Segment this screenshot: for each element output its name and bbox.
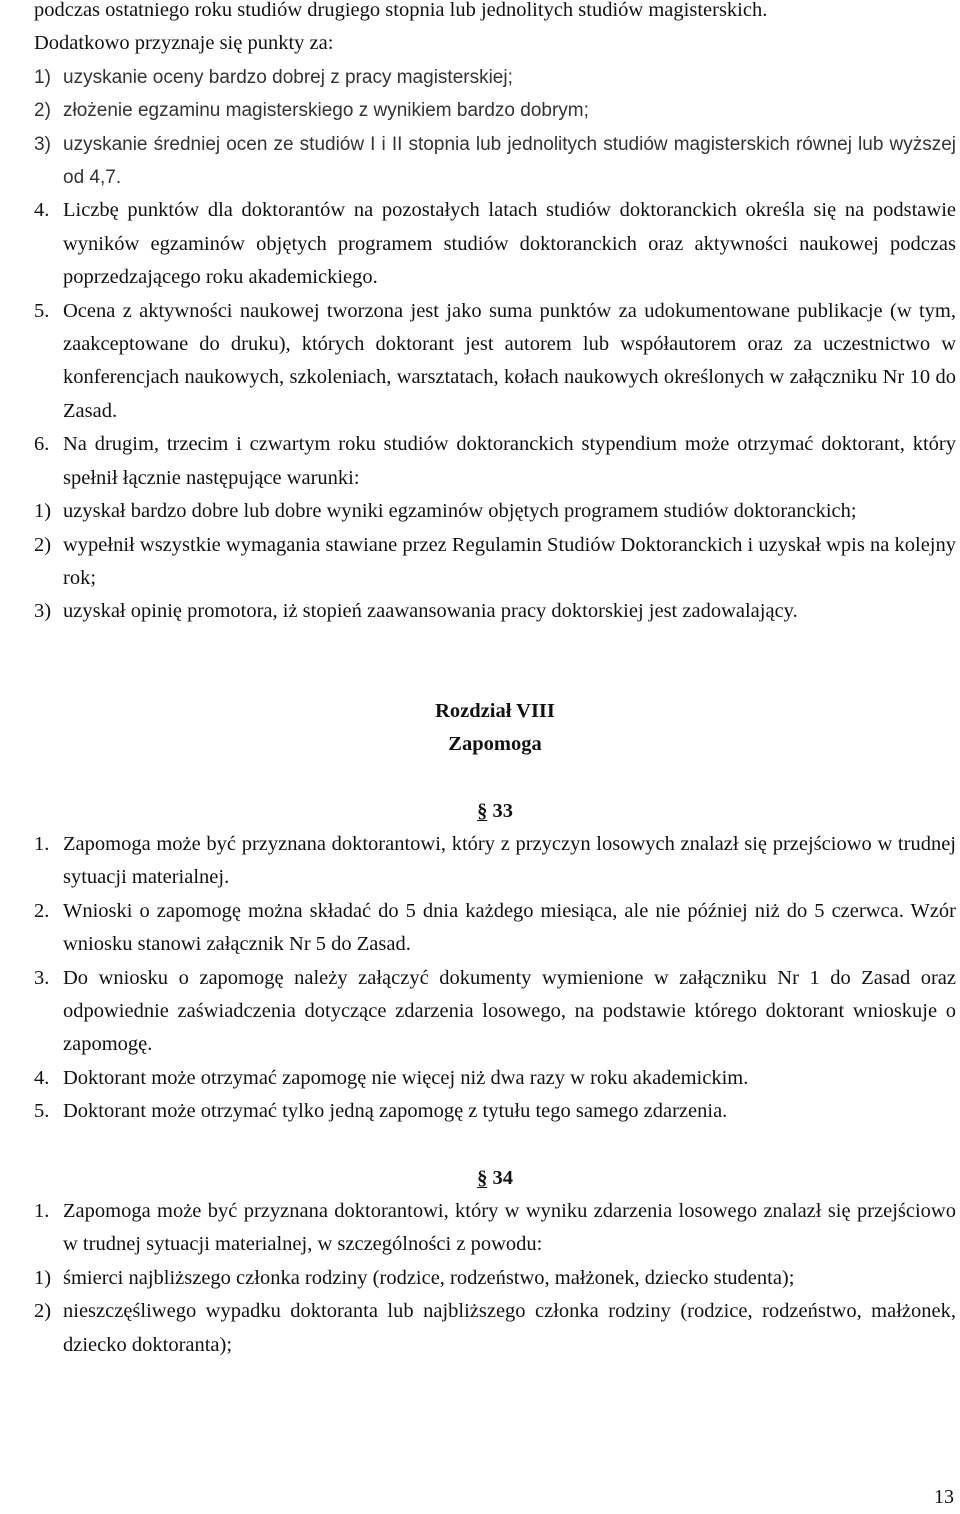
- list-text: nieszczęśliwego wypadku doktoranta lub najbliższego członka rodziny (rodzice, rodzeństwo, małżonek, dziecko doktoranta);: [63, 1300, 956, 1356]
- list-text: uzyskanie oceny bardzo dobrej z pracy magisterskiej;: [63, 66, 513, 88]
- list-item: [34, 94, 956, 127]
- section-heading-33: [34, 795, 956, 828]
- numbered-paragraph: [34, 828, 956, 895]
- list-text: uzyskał opinię promotora, iż stopień zaawansowania pracy doktorskiej jest zadowalający.: [63, 600, 798, 623]
- paragraph-text: Na drugim, trzecim i czwartym roku studiów doktoranckich stypendium może otrzymać doktorant, który spełnił łącznie następujące warunki:: [63, 433, 956, 489]
- chapter-subtitle: Zapomoga: [448, 733, 542, 756]
- list-text: złożenie egzaminu magisterskiego z wynikiem bardzo dobrym;: [63, 100, 589, 122]
- list-text: śmierci najbliższego członka rodziny (rodzice, rodzeństwo, małżonek, dziecko studenta);: [63, 1266, 795, 1289]
- list-item: [34, 495, 956, 528]
- list-text: wypełnił wszystkie wymagania stawiane przez Regulamin Studiów Doktoranckich i uzyskał wpis na kolejny rok;: [63, 533, 956, 589]
- list-text: uzyskał bardzo dobre lub dobre wyniki egzaminów objętych programem studiów doktoranckich;: [63, 500, 857, 523]
- section-symbol: §: [477, 799, 488, 822]
- numbered-paragraph: [34, 962, 956, 1062]
- paragraph-text: Doktorant może otrzymać tylko jedną zapomogę z tytułu tego samego zdarzenia.: [63, 1100, 728, 1123]
- paragraph-number: 4.: [34, 199, 50, 222]
- numbered-paragraph: [34, 428, 956, 495]
- paragraph-number: 6.: [34, 433, 50, 456]
- section-symbol: §: [477, 1166, 488, 1189]
- numbered-paragraph: [34, 1062, 956, 1095]
- chapter-title: Rozdział VIII: [435, 699, 555, 722]
- paragraph-number: 5.: [34, 299, 50, 322]
- paragraph-text: Zapomoga może być przyznana doktorantowi, który z przyczyn losowych znalazł się przejściowo w trudnej sytuacji materialnej.: [63, 832, 956, 889]
- list-number: 2): [34, 100, 51, 122]
- numbered-paragraph: [34, 895, 956, 962]
- paragraph-number: 1.: [34, 1200, 50, 1222]
- section-number: 34: [492, 1166, 513, 1189]
- list-number: 1): [34, 500, 52, 523]
- spacer: [34, 762, 956, 795]
- list-number: 3): [34, 133, 51, 155]
- section-number: 33: [492, 799, 513, 822]
- list-number: 2): [34, 1300, 52, 1323]
- numbered-paragraph: [34, 194, 956, 294]
- list-number: 1): [34, 1266, 52, 1289]
- paragraph-text: Do wniosku o zapomogę należy załączyć dokumenty wymienione w załączniku Nr 1 do Zasad oraz odpowiednie zaświadczenia dotyczące zdarzenia losowego, na podstawie którego doktorant wnioskuje o zapomogę.: [63, 966, 956, 1056]
- list-item: [34, 1295, 956, 1362]
- numbered-paragraph: [34, 1095, 956, 1128]
- page-number: 13: [934, 1486, 954, 1508]
- paragraph-text: Zapomoga może być przyznana doktorantowi, który w wyniku zdarzenia losowego znalazł się przejściowo w trudnej sytuacji materialnej, w szczególności z powodu:: [63, 1200, 956, 1256]
- spacer: [34, 1129, 956, 1162]
- intro-line-2: Dodatkowo przyznaje się punkty za:: [34, 32, 334, 55]
- numbered-paragraph: [34, 1195, 956, 1262]
- list-number: 1): [34, 66, 51, 88]
- paragraph-number: 2.: [34, 899, 50, 922]
- list-text: uzyskanie średniej ocen ze studiów I i II stopnia lub jednolitych studiów magisterskich równej lub wyższej od 4,7.: [63, 133, 956, 189]
- document-page: [34, 0, 956, 1362]
- paragraph-number: 5.: [34, 1100, 50, 1123]
- list-item: [34, 128, 956, 195]
- list-item: [34, 595, 956, 628]
- paragraph-text: Wnioski o zapomogę można składać do 5 dnia każdego miesiąca, ale nie później niż do 5 czerwca. Wzór wniosku stanowi załącznik Nr 5 do Zasad.: [63, 899, 956, 956]
- paragraph-number: 4.: [34, 1066, 50, 1089]
- list-item: [34, 1262, 956, 1295]
- paragraph-number: 3.: [34, 966, 50, 989]
- list-item: [34, 61, 956, 94]
- paragraph-text: Liczbę punktów dla doktorantów na pozostałych latach studiów doktoranckich określa się na podstawie wyników egzaminów objętych programem studiów doktoranckich oraz aktywności naukowej podczas poprzedzającego roku akademickiego.: [63, 199, 956, 289]
- list-item: [34, 529, 956, 596]
- paragraph-text: Ocena z aktywności naukowej tworzona jest jako suma punktów za udokumentowane publikacje (w tym, zaakceptowane do druku), których doktorant jest autorem lub współautorem oraz za uczestnictwo w konferencjach naukowych, szkoleniach, warsztatach, kołach naukowych określonych w załączniku Nr 10 do Zasad.: [63, 299, 956, 422]
- paragraph-text: Doktorant może otrzymać zapomogę nie więcej niż dwa razy w roku akademickim.: [63, 1066, 749, 1089]
- numbered-paragraph: [34, 295, 956, 429]
- paragraph-number: 1.: [34, 832, 50, 855]
- list-number: 3): [34, 600, 52, 623]
- spacer: [34, 629, 956, 695]
- list-number: 2): [34, 533, 52, 556]
- intro-line-1: podczas ostatniego roku studiów drugiego stopnia lub jednolitych studiów magisterskich.: [34, 0, 768, 21]
- section-heading-34: [34, 1162, 956, 1195]
